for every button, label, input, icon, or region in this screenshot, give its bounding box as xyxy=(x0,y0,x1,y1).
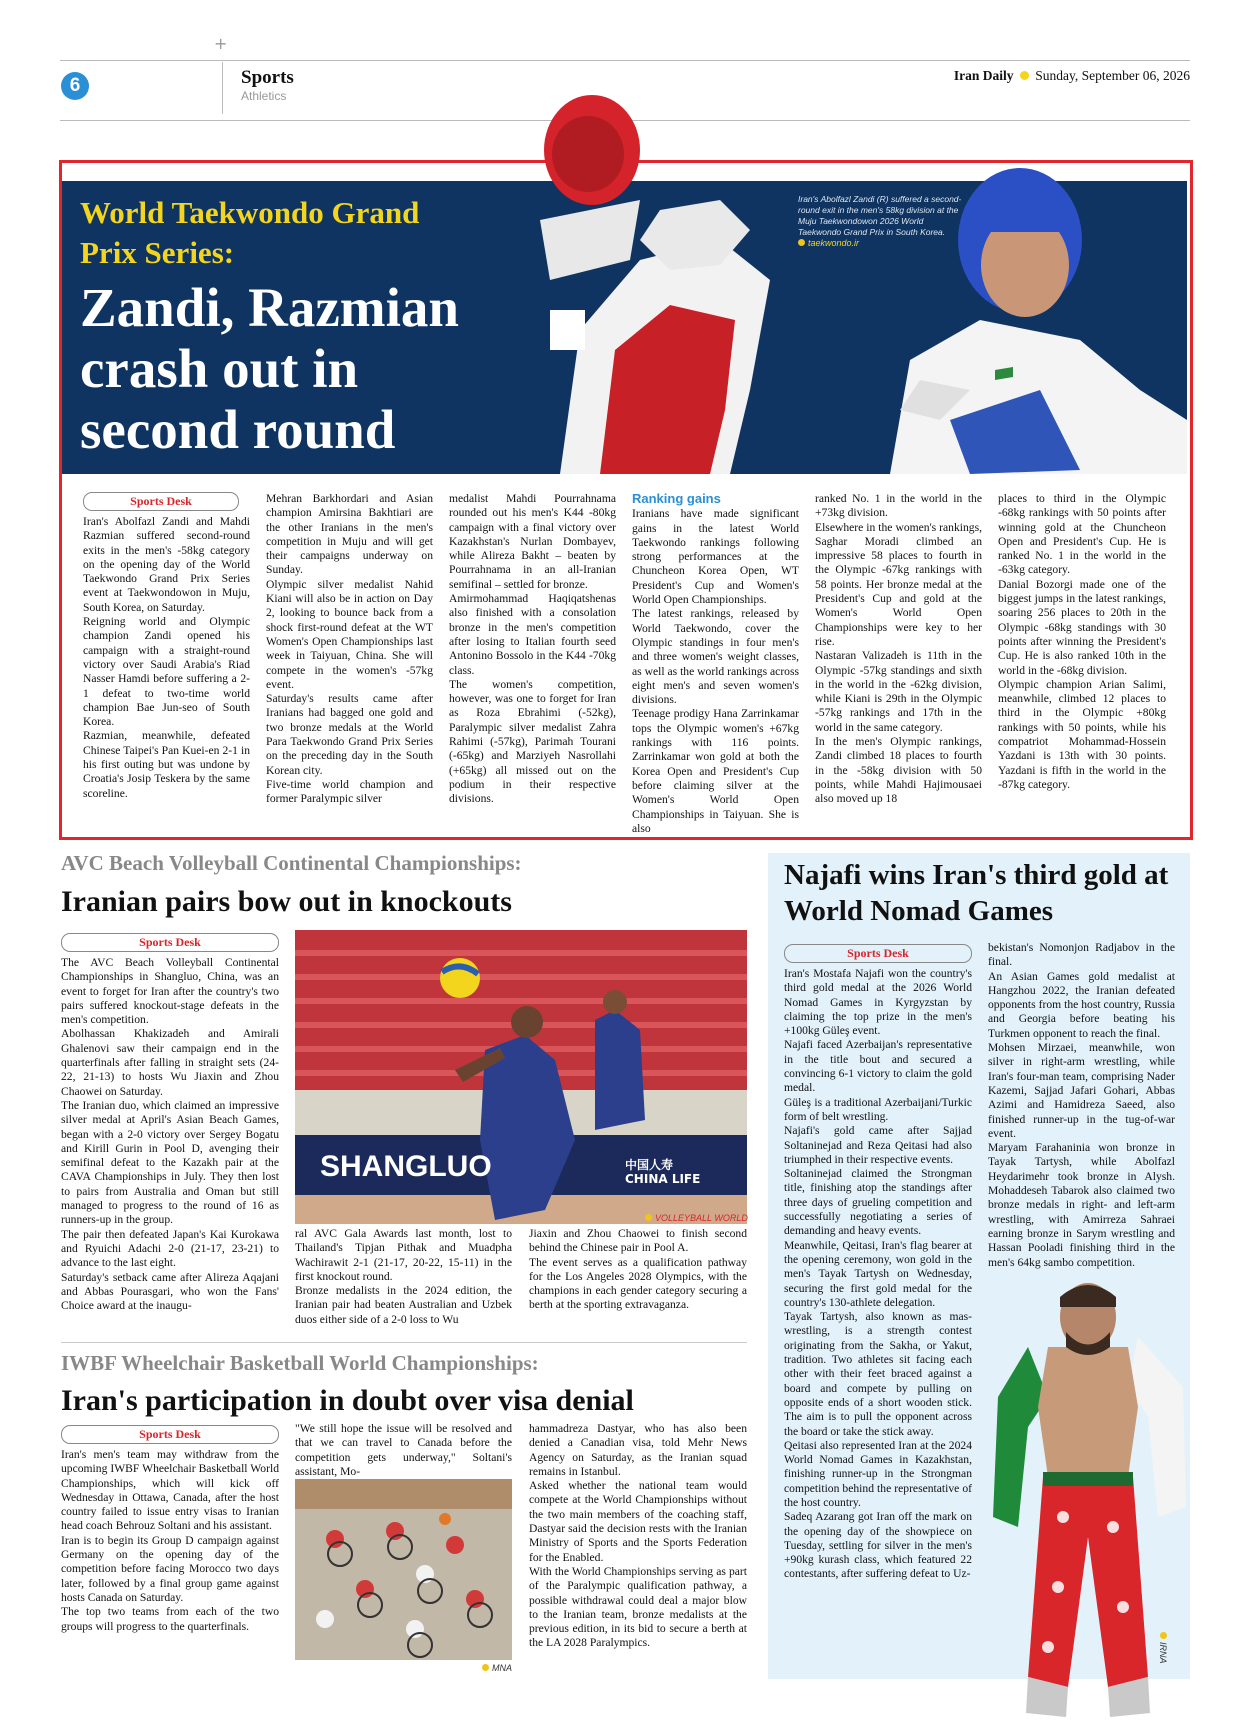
desk-badge: Sports Desk xyxy=(784,944,972,963)
lead-column-6 xyxy=(998,492,1166,792)
volleyball-photo xyxy=(295,930,747,1224)
paper-name: Iran Daily xyxy=(953,68,1014,83)
banner-text: SHANGLUO xyxy=(320,1150,492,1183)
volleyball-credit-text: VOLLEYBALL WORLD xyxy=(655,1213,748,1223)
photo-caption xyxy=(798,194,968,249)
lead-column-1-text: Iran's Abolfazl Zandi and Mahdi Razmian suffered second-round exits in the men's -58kg category on the opening day of the World Taekwondo Grand Prix Series event at Taekwondowon in Muju, South Korea, on Saturday. Reigning world and Olympic champion Zandi opened his campaign with a straight-round victory over Saudi Arabia's Riad Nasser Hamdi before suffering a 2-1 defeat to two-time world champion Bae Jun-seo of South Korea. Razmian, meanwhile, defeated Chinese Taipei's Pan Kuei-en 2-1 in his first outing but was undone by Croatia's Josip Teskera by the same scoreline. xyxy=(83,515,250,800)
photo-credit: taekwondo.ir xyxy=(808,238,860,248)
lead-kicker: World Taekwondo Grand Prix Series: xyxy=(80,195,420,270)
ranking-subhead: Ranking gains xyxy=(632,491,721,506)
desk-badge: Sports Desk xyxy=(61,1425,279,1444)
caption-text: Iran's Abolfazl Zandi (R) suffered a second-round exit in the men's 58kg division at the Muju Taekwondowon 2026 World Taekwondo Grand Prix in South Korea. xyxy=(798,194,962,237)
nomad-headline: Najafi wins Iran's third gold at World Nomad Games xyxy=(784,859,1169,927)
wheelchair-column-2 xyxy=(295,1422,512,1479)
lead-column-1 xyxy=(83,492,250,801)
volleyball-column-2-text: ral AVC Gala Awards last month, lost to Thailand's Tipjan Pithak and Muadpha Wachirawit 2-1 (21-17, 20-22, 15-11) in the first knockout round. Bronze medalists in the 2024 edition, the Iranian pair had beaten Australian and Uzbek duos either side of a 2-0 loss to Wu xyxy=(295,1227,512,1326)
lead-column-5 xyxy=(815,492,982,807)
volleyball-column-3 xyxy=(529,1227,747,1313)
volleyball-headline: Iranian pairs bow out in knockouts xyxy=(61,885,512,918)
lead-column-4 xyxy=(632,492,799,836)
credit-dot-icon xyxy=(1160,1632,1167,1639)
nomad-column-2-text: bekistan's Nomonjon Radjabov in the final. An Asian Games gold medalist at Hangzhou 2022, the Iranian defeated opponents from the host country, Russia and Georgia before beating his Turkmen opponent to reach the final. Mohsen Mirzaei, meanwhile, won silver in right-arm wrestling, while Iran's four-man team, comprising Nader Kazemi, Sajjad Jafari Gohari, Abbas Azimi and Hamidreza Saeed, also finished runner-up in the tug-of-war event. Maryam Farahaninia won bronze in Tayak Tartysh, while Abolfazl Heydarimehr took bronze in Alysh. Mohaddeseh Tabarok also claimed two bronze medals in right- and left-arm wrestling, with Amirreza Sahraei earning bronze in Sarym wrestling and Hassan Pooladi finishing third in the men's 64kg sambo competition. xyxy=(988,941,1175,1269)
lead-column-2-text: Mehran Barkhordari and Asian champion Amirsina Bakhtiari are the other Iranians in the men's competition in Muju and will get their campaigns underway on Sunday. Olympic silver medalist Nahid Kiani will also be in action on Day 2, looking to bounce back from a shock first-round defeat at the WT Women's Open Championships last week in Taiyuan, China. She will compete in the women's -57kg event. Saturday's results came after Iranians had bagged one gold and two bronze medals at the World Para Taekwondo Grand Prix Series on the preceding day in the South Korean city. Five-time world champion and former Paralympic silver xyxy=(266,492,433,806)
issue-date: Sunday, September 06, 2026 xyxy=(1035,68,1190,83)
lead-column-5-text: ranked No. 1 in the world in the +73kg division. Elsewhere in the women's rankings, Saghar Moradi climbed an impressive 58 places to fourth in the Olympic -67kg rankings with 58 points. Her bronze medal at the President's Cup and gold at the Women's World Open Championships were key to her rise. Nastaran Valizadeh is 11th in the Olympic -57kg standings and sixth in the world in the -62kg division, while Kiani is 29th in the Olympic -57kg rankings and 17th in the world in the same category. In the men's Olympic rankings, Zandi climbed 18 places to fourth in the -58kg division with 50 points, while Mahdi Hajimousaei also moved up 18 xyxy=(815,492,982,806)
lead-headline: Zandi, Razmian crash out in second round xyxy=(80,277,459,460)
paper-date-line xyxy=(954,68,1190,84)
nomad-column-2 xyxy=(988,941,1175,1270)
lead-column-6-text: places to third in the Olympic -68kg rankings with 50 points after winning gold at the Chuncheon Open and President's Cup. He is ranked No. 1 in the world in the -63kg category. Danial Bozorgi made one of the biggest jumps in the latest rankings, soaring 256 places to 20th in the Olympic -68kg standings with 30 points after winning the President's Cup. He is also ranked 10th in the world in the -68kg division. Olympic champion Arian Salimi, meanwhile, climbed 12 places to third in the Olympic +80kg rankings with 50 points, while his compatriot Mohammad-Hossein Yazdani is 13th with 30 points. Yazdani is fifth in the world in the -87kg category. xyxy=(998,492,1166,791)
wheelchair-credit xyxy=(482,1663,512,1673)
sponsor-text: 中国人寿 CHINA LIFE xyxy=(625,1158,701,1186)
wheelchair-column-3 xyxy=(529,1422,747,1651)
nomad-credit xyxy=(1158,1632,1168,1664)
nomad-credit-text: IRNA xyxy=(1158,1642,1168,1664)
credit-dot-icon xyxy=(645,1214,652,1221)
separator-dot xyxy=(1020,71,1029,80)
wheelchair-headline: Iran's participation in doubt over visa denial xyxy=(61,1384,634,1417)
page-number-badge xyxy=(61,72,89,100)
desk-badge: Sports Desk xyxy=(61,933,279,952)
wheelchair-photo xyxy=(295,1479,512,1660)
section-title: Sports xyxy=(241,67,294,88)
volleyball-column-1-text: The AVC Beach Volleyball Continental Championships in Shangluo, China, was an event to forget for Iran after the country's two pairs suffered knockout-stage defeats in the men's competition. Abolhassan Khakizadeh and Amirali Ghalenovi saw their campaign end in the quarterfinals after falling in straight sets (24-22, 21-13) to hosts Wu Jiaxin and Zhou Chaowei on Saturday. The Iranian duo, which claimed an impressive silver medal at April's Asian Beach Games, began with a 2-0 victory over Sergey Bogatu and Kirill Gurin in Pool D, avenging their semifinal defeat to the Kazakh pair at the CAVA Championships in July. They then lost to pairs from Australia and Oman but still managed to progress to the round of 16 as runners-up in the group. The pair then defeated Japan's Kai Kurokawa and Ryuichi Adachi 2-0 (21-17, 23-21) to advance to the last eight. Saturday's setback came after Alireza Aqajani and Abbas Pourasgari, who won the Fans' Choice award at the inaugu- xyxy=(61,956,279,1313)
wheelchair-column-1-text: Iran's men's team may withdraw from the upcoming IWBF Wheelchair Basketball World Championships, which will kick off Wednesday in Ottawa, Canada, after the host country failed to issue entry visas to Iranian head coach Behrouz Soltani and his assistant. Iran is to begin its Group D campaign against Germany on the opening day of the competition before facing Morocco two days later, followed by a final group game against hosts Canada on Saturday. The top two teams from each of the two groups will progress to the quarterfinals. xyxy=(61,1448,279,1633)
taekwondo-photo xyxy=(520,90,1187,474)
plus-mark: + xyxy=(214,34,228,53)
lead-column-4-text: Iranians have made significant gains in the latest World Taekwondo rankings following strong performances at the Chuncheon Korea Open, WT President's Cup and Women's World Open Championships. The latest rankings, released by World Taekwondo, cover the Olympic standings in four men's and three women's weight classes, as well as the world rankings across eight men's and seven women's divisions. Teenage prodigy Hana Zarrinkamar tops the Olympic women's +67kg rankings with 116 points. Zarrinkamar won gold at both the Korea Open and President's Cup before claiming silver at the Women's World Open Championships in Taiyuan. She is also xyxy=(632,507,799,835)
wrestler-photo xyxy=(988,1277,1188,1734)
lead-column-3-text: medalist Mahdi Pourrahnama rounded out his men's K44 -80kg campaign with a final victory over Kazakhstan's Nurlan Dombayev, while Alireza Bakht – beaten by Pourrahnama in an all-Iranian semifinal – settled for bronze. Amirmohammad Haqiqatshenas also finished with a consolation bronze in the men's competition after losing to Italian fourth seed Antonino Bossolo in the K44 -70kg class. The women's competition, however, was one to forget for Iran as Roza Ebrahimi (-52kg), Paralympic silver medalist Zahra Rahimi (-57kg), Parimah Tourani (-65kg) and Marziyeh Nasrollahi (+65kg) all missed out on the podium in their respective divisions. xyxy=(449,492,616,806)
wheelchair-column-2-text: "We still hope the issue will be resolved and that we can travel to Canada before the competition gets underway," Soltani's assistant, Mo- xyxy=(295,1422,512,1478)
wheelchair-credit-text: MNA xyxy=(492,1663,512,1673)
credit-dot-icon xyxy=(798,239,805,246)
volleyball-column-2 xyxy=(295,1227,512,1327)
credit-dot-icon xyxy=(482,1664,489,1671)
lead-column-3 xyxy=(449,492,616,807)
volleyball-kicker: AVC Beach Volleyball Continental Championships: xyxy=(61,851,522,875)
wheelchair-column-3-text: hammadreza Dastyar, who has also been denied a Canadian visa, told Mehr News Agency on Saturday, as the Iranian squad remains in Istanbul. Asked whether the national team would compete at the World Championships without the two main members of the coaching staff, Dastyar said the decision rests with the Iranian Ministry of Sports and the Sports Federation for the Enabled. With the World Championships serving as part of the Paralympic qualification pathway, a possible withdrawal could deal a major blow to the Iranian team, bronze medalists at the previous edition, in its bid to secure a berth at the LA 2028 Paralympics. xyxy=(529,1422,747,1650)
wheelchair-column-1 xyxy=(61,1425,279,1634)
section-divider xyxy=(61,1342,747,1343)
volleyball-credit xyxy=(645,1213,748,1223)
lead-column-2 xyxy=(266,492,433,807)
wheelchair-kicker: IWBF Wheelchair Basketball World Championships: xyxy=(61,1351,539,1375)
page-number: 6 xyxy=(69,75,81,96)
volleyball-column-1 xyxy=(61,933,279,1313)
nomad-column-1 xyxy=(784,944,972,1582)
volleyball-column-3-text: Jiaxin and Zhou Chaowei to finish second behind the Chinese pair in Pool A. The event serves as a qualification pathway for the Los Angeles 2028 Olympics, with the champions in each gender category securing a berth at the sporting extravaganza. xyxy=(529,1227,747,1312)
desk-badge: Sports Desk xyxy=(83,492,239,511)
nomad-column-1-text: Iran's Mostafa Najafi won the country's third gold medal at the 2026 World Nomad Games in Kyrgyzstan by claiming the top prize in the men's +100kg Güleş event. Najafi faced Azerbaijan's representative in the title bout and secured a convincing 6-1 victory to claim the gold medal. Güleş is a traditional Azerbaijani/Turkic form of belt wrestling. Najafi's gold came after Sajjad Soltaninejad and Reza Qeitasi had also triumphed in their respective events. Soltaninejad claimed the Strongman title, finishing atop the standings after three days of grueling competition and successfully negotiating a series of demanding and heavy events. Meanwhile, Qeitasi, Iran's flag bearer at the opening ceremony, won gold in the men's Tayak Tartysh on Wednesday, securing the first gold medal for the country's 130-athlete delegation. Tayak Tartysh, also known as mas-wrestling, is a strength contest originating from the Sakha, or Yakut, tradition. Two athletes sit facing each other with their feet braced against a board and compete by pulling on opposite ends of a short wooden stick. The aim is to pull the opponent across the board or take the stick away. Qeitasi also represented Iran at the 2024 World Nomad Games in Kazakhstan, finishing runner-up in the Strongman competition behind the representative of the host country. Sadeq Azarang got Iran off the mark on the opening day of the showpiece on Tuesday, settling for silver in the men's +90kg kurash class, which featured 22 contestants, after suffering defeat to Uz- xyxy=(784,967,972,1581)
subsection-title: Athletics xyxy=(241,89,287,103)
